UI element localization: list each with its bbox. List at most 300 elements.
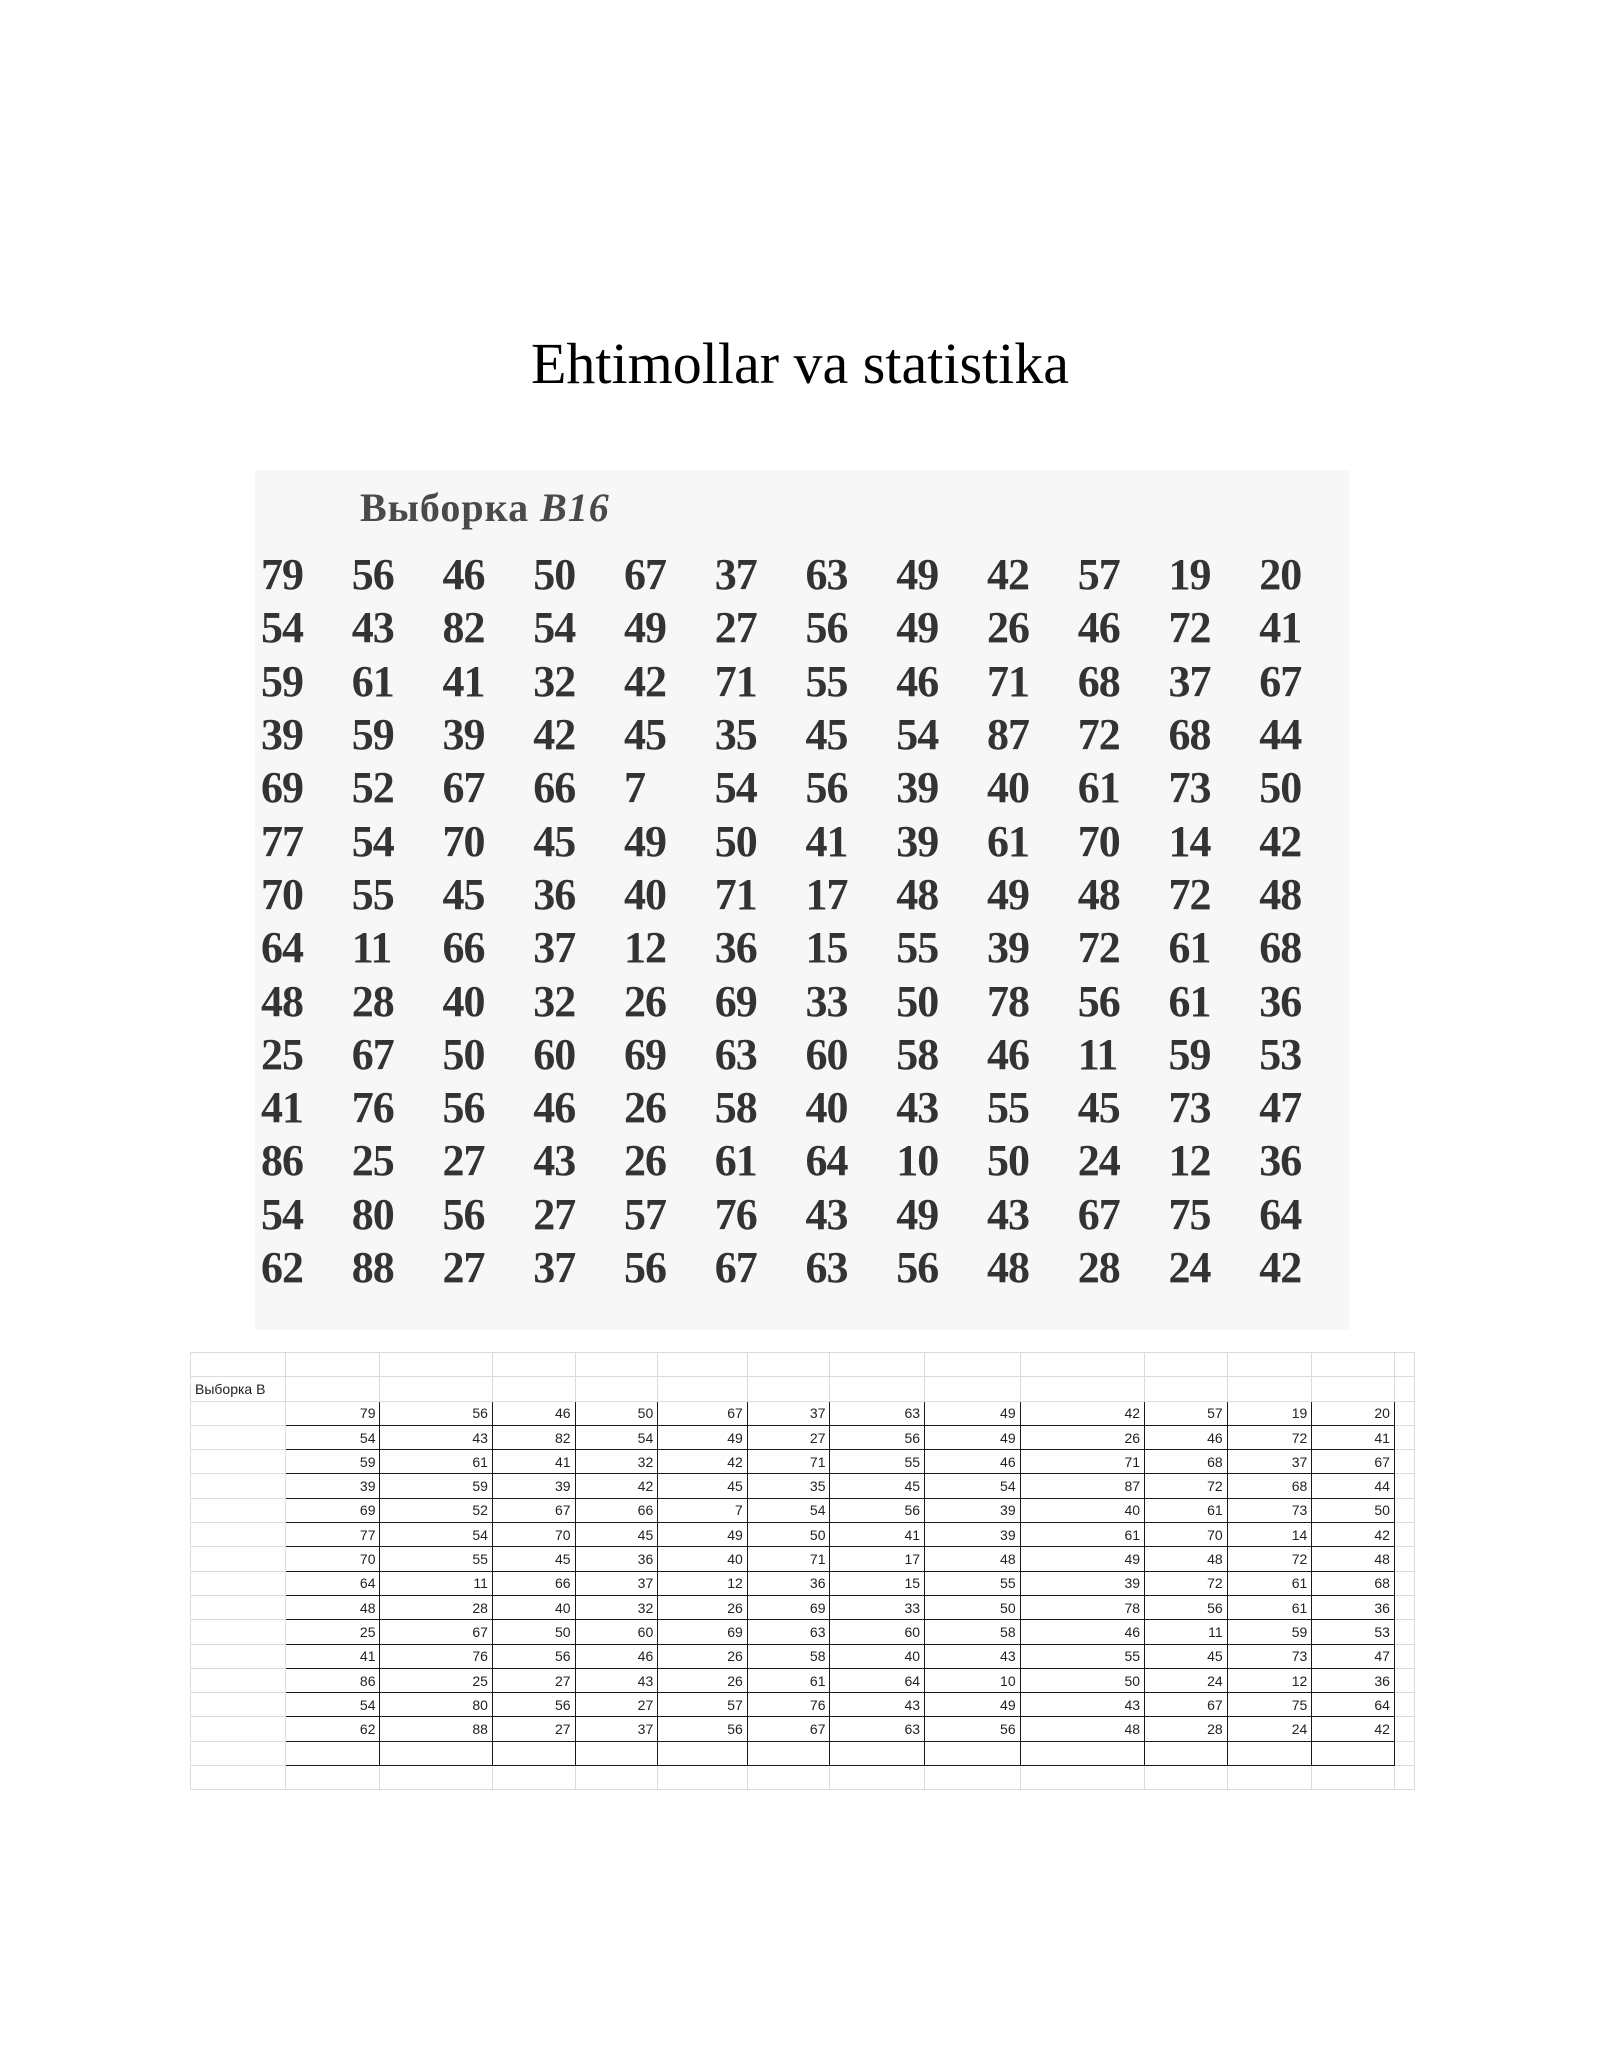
- sheet-data-cell[interactable]: 64: [1312, 1693, 1395, 1717]
- sheet-data-cell[interactable]: 24: [1145, 1668, 1228, 1692]
- sheet-cell[interactable]: [380, 1741, 492, 1765]
- sheet-cell[interactable]: [1145, 1741, 1228, 1765]
- sheet-data-cell[interactable]: 79: [285, 1401, 380, 1425]
- sheet-cell[interactable]: [1145, 1766, 1228, 1790]
- sheet-cell[interactable]: [285, 1377, 380, 1401]
- sheet-data-cell[interactable]: 69: [658, 1620, 748, 1644]
- sheet-data-cell[interactable]: 54: [925, 1474, 1021, 1498]
- sheet-data-cell[interactable]: 36: [747, 1571, 830, 1595]
- sheet-data-cell[interactable]: 39: [925, 1523, 1021, 1547]
- scan-cell: 46: [1077, 603, 1120, 653]
- scan-cell: 57: [624, 1189, 666, 1239]
- sheet-cell[interactable]: [191, 1595, 286, 1619]
- scan-row: [255, 921, 1350, 974]
- sheet-cell[interactable]: [747, 1377, 830, 1401]
- sheet-data-cell[interactable]: 37: [1227, 1450, 1312, 1474]
- sheet-cell[interactable]: [380, 1377, 492, 1401]
- sheet-data-cell[interactable]: 75: [1227, 1693, 1312, 1717]
- sheet-data-cell[interactable]: 40: [1020, 1498, 1144, 1522]
- sheet-cell[interactable]: [1020, 1741, 1144, 1765]
- sheet-data-cell[interactable]: 26: [658, 1595, 748, 1619]
- sheet-data-cell[interactable]: 48: [925, 1547, 1021, 1571]
- sheet-cell[interactable]: [1312, 1353, 1395, 1377]
- sheet-data-cell[interactable]: 68: [1227, 1474, 1312, 1498]
- sheet-data-cell[interactable]: 44: [1312, 1474, 1395, 1498]
- sheet-data-cell[interactable]: 70: [492, 1523, 575, 1547]
- sheet-data-cell[interactable]: 55: [925, 1571, 1021, 1595]
- sheet-data-cell[interactable]: 42: [658, 1450, 748, 1474]
- sheet-data-cell[interactable]: 49: [925, 1425, 1021, 1449]
- sheet-cell[interactable]: [1394, 1353, 1414, 1377]
- sheet-data-cell[interactable]: 72: [1145, 1474, 1228, 1498]
- sheet-cell[interactable]: [1145, 1377, 1228, 1401]
- scan-cell: 80: [351, 1189, 394, 1239]
- scan-cell: 55: [805, 656, 848, 706]
- scan-row: [255, 1241, 1350, 1294]
- sheet-data-cell[interactable]: 67: [747, 1717, 830, 1741]
- sheet-cell[interactable]: [575, 1377, 658, 1401]
- sheet-data-cell[interactable]: 37: [575, 1571, 658, 1595]
- sheet-data-cell[interactable]: 76: [747, 1693, 830, 1717]
- sheet-data-cell[interactable]: 61: [380, 1450, 492, 1474]
- sheet-data-cell[interactable]: 27: [747, 1425, 830, 1449]
- sheet-cell[interactable]: [285, 1766, 380, 1790]
- sheet-data-cell[interactable]: 42: [1312, 1717, 1395, 1741]
- sheet-data-cell[interactable]: 41: [285, 1644, 380, 1668]
- sheet-data-cell[interactable]: 56: [830, 1498, 925, 1522]
- scan-cell: 25: [351, 1136, 394, 1186]
- sheet-data-cell[interactable]: 50: [492, 1620, 575, 1644]
- sheet-data-cell[interactable]: 36: [1312, 1595, 1395, 1619]
- sheet-data-cell[interactable]: 11: [380, 1571, 492, 1595]
- sheet-data-cell[interactable]: 61: [1227, 1571, 1312, 1595]
- sheet-data-cell[interactable]: 49: [1020, 1547, 1144, 1571]
- spreadsheet-table: [190, 1352, 1415, 1790]
- sheet-data-cell[interactable]: 61: [1020, 1523, 1144, 1547]
- scan-cell: 41: [442, 656, 485, 706]
- sheet-data-cell[interactable]: 57: [1145, 1401, 1228, 1425]
- sheet-data-cell[interactable]: 50: [1312, 1498, 1395, 1522]
- sheet-data-cell[interactable]: 67: [1312, 1450, 1395, 1474]
- sheet-cell[interactable]: [658, 1766, 748, 1790]
- sheet-data-cell[interactable]: 12: [1227, 1668, 1312, 1692]
- sheet-data-cell[interactable]: 37: [575, 1717, 658, 1741]
- sheet-cell[interactable]: [830, 1377, 925, 1401]
- sheet-data-cell[interactable]: 45: [1145, 1644, 1228, 1668]
- sheet-data-cell[interactable]: 57: [658, 1693, 748, 1717]
- scan-cell: 36: [533, 869, 576, 919]
- sheet-data-cell[interactable]: 56: [1145, 1595, 1228, 1619]
- sheet-data-cell[interactable]: 25: [380, 1668, 492, 1692]
- sheet-data-cell[interactable]: 26: [658, 1668, 748, 1692]
- sheet-cell[interactable]: [380, 1766, 492, 1790]
- sheet-data-cell[interactable]: 43: [1020, 1693, 1144, 1717]
- sheet-data-cell[interactable]: 46: [575, 1644, 658, 1668]
- sheet-data-cell[interactable]: 39: [492, 1474, 575, 1498]
- scan-cell: 45: [1077, 1083, 1120, 1133]
- sheet-data-cell[interactable]: 72: [1145, 1571, 1228, 1595]
- sheet-cell[interactable]: [1227, 1353, 1312, 1377]
- sheet-data-row: [191, 1547, 1415, 1571]
- sheet-cell[interactable]: [191, 1571, 286, 1595]
- sheet-cell[interactable]: [925, 1766, 1021, 1790]
- sheet-data-cell[interactable]: 27: [492, 1668, 575, 1692]
- scan-cell: 54: [533, 603, 576, 653]
- scan-cell: 58: [896, 1029, 939, 1079]
- sheet-data-cell[interactable]: 67: [658, 1401, 748, 1425]
- scan-cell: 32: [533, 656, 576, 706]
- scan-cell: 54: [896, 710, 939, 760]
- sheet-cell[interactable]: [492, 1766, 575, 1790]
- sheet-data-cell[interactable]: 49: [925, 1693, 1021, 1717]
- sheet-data-cell[interactable]: 49: [658, 1425, 748, 1449]
- sheet-cell[interactable]: [1312, 1741, 1395, 1765]
- sheet-data-cell[interactable]: 50: [747, 1523, 830, 1547]
- sheet-cell[interactable]: [1394, 1741, 1414, 1765]
- sheet-cell[interactable]: [1145, 1353, 1228, 1377]
- sheet-cell[interactable]: [1394, 1644, 1414, 1668]
- sheet-empty-row: [191, 1741, 1415, 1765]
- sheet-data-cell[interactable]: 71: [1020, 1450, 1144, 1474]
- scan-cell: 35: [714, 710, 757, 760]
- scan-cell: 49: [896, 550, 939, 600]
- sheet-data-cell[interactable]: 39: [925, 1498, 1021, 1522]
- sheet-data-cell[interactable]: 32: [575, 1595, 658, 1619]
- sheet-cell[interactable]: [191, 1644, 286, 1668]
- scan-cell: 48: [261, 976, 303, 1026]
- sheet-data-cell[interactable]: 66: [575, 1498, 658, 1522]
- sheet-data-cell[interactable]: 56: [658, 1717, 748, 1741]
- sheet-data-cell[interactable]: 48: [1020, 1717, 1144, 1741]
- sheet-data-cell[interactable]: 49: [658, 1523, 748, 1547]
- sheet-data-cell[interactable]: 73: [1227, 1644, 1312, 1668]
- sheet-cell[interactable]: [191, 1401, 286, 1425]
- sheet-data-cell[interactable]: 63: [830, 1717, 925, 1741]
- sheet-data-cell[interactable]: 43: [380, 1425, 492, 1449]
- sheet-data-cell[interactable]: 64: [285, 1571, 380, 1595]
- sheet-cell[interactable]: [1394, 1425, 1414, 1449]
- sheet-data-cell[interactable]: 61: [747, 1668, 830, 1692]
- sheet-cell[interactable]: [830, 1766, 925, 1790]
- sheet-cell[interactable]: [1394, 1523, 1414, 1547]
- sheet-data-cell[interactable]: 43: [925, 1644, 1021, 1668]
- sheet-data-cell[interactable]: 48: [1312, 1547, 1395, 1571]
- sheet-cell[interactable]: [1394, 1620, 1414, 1644]
- sheet-cell[interactable]: [191, 1425, 286, 1449]
- sheet-data-cell[interactable]: 55: [830, 1450, 925, 1474]
- sheet-data-cell[interactable]: 41: [492, 1450, 575, 1474]
- sheet-data-cell[interactable]: 56: [830, 1425, 925, 1449]
- scan-cell: 24: [1168, 1243, 1211, 1292]
- sheet-cell[interactable]: [492, 1377, 575, 1401]
- sheet-data-cell[interactable]: 67: [492, 1498, 575, 1522]
- sheet-data-cell[interactable]: 63: [830, 1401, 925, 1425]
- scan-row: [255, 814, 1350, 867]
- sheet-data-cell[interactable]: 7: [658, 1498, 748, 1522]
- sheet-cell[interactable]: [925, 1377, 1021, 1401]
- sheet-data-cell[interactable]: 47: [1312, 1644, 1395, 1668]
- sheet-cell[interactable]: [1394, 1766, 1414, 1790]
- sheet-data-cell[interactable]: 20: [1312, 1401, 1395, 1425]
- sheet-data-cell[interactable]: 25: [285, 1620, 380, 1644]
- sheet-data-cell[interactable]: 10: [925, 1668, 1021, 1692]
- sheet-cell[interactable]: [925, 1353, 1021, 1377]
- scan-cell: 36: [1259, 1136, 1302, 1186]
- sheet-data-cell[interactable]: 63: [747, 1620, 830, 1644]
- sheet-data-cell[interactable]: 62: [285, 1717, 380, 1741]
- sheet-cell[interactable]: [575, 1766, 658, 1790]
- sheet-data-cell[interactable]: 27: [492, 1717, 575, 1741]
- sheet-data-cell[interactable]: 67: [1145, 1693, 1228, 1717]
- sheet-data-cell[interactable]: 50: [925, 1595, 1021, 1619]
- sheet-data-cell[interactable]: 50: [575, 1401, 658, 1425]
- sheet-data-cell[interactable]: 39: [285, 1474, 380, 1498]
- sheet-data-cell[interactable]: 42: [1020, 1401, 1144, 1425]
- sheet-cell[interactable]: [191, 1474, 286, 1498]
- sheet-cell[interactable]: [191, 1450, 286, 1474]
- sheet-data-cell[interactable]: 27: [575, 1693, 658, 1717]
- sheet-data-cell[interactable]: 72: [1227, 1547, 1312, 1571]
- sheet-cell[interactable]: [191, 1766, 286, 1790]
- scan-cell: 59: [1168, 1029, 1211, 1079]
- sheet-cell[interactable]: [1394, 1595, 1414, 1619]
- sheet-data-cell[interactable]: 33: [830, 1595, 925, 1619]
- scan-row: [255, 1081, 1350, 1134]
- sheet-data-cell[interactable]: 60: [830, 1620, 925, 1644]
- sheet-cell[interactable]: [1394, 1571, 1414, 1595]
- sheet-data-cell[interactable]: 54: [285, 1425, 380, 1449]
- sheet-cell[interactable]: [925, 1741, 1021, 1765]
- sheet-data-cell[interactable]: 54: [380, 1523, 492, 1547]
- sheet-data-cell[interactable]: 55: [1020, 1644, 1144, 1668]
- sheet-cell[interactable]: [380, 1353, 492, 1377]
- sheet-data-cell[interactable]: 69: [285, 1498, 380, 1522]
- sheet-data-cell[interactable]: 56: [492, 1644, 575, 1668]
- sheet-cell[interactable]: [1020, 1377, 1144, 1401]
- scan-cell: 49: [896, 1189, 939, 1239]
- scan-cell: 46: [987, 1029, 1029, 1079]
- sheet-cell[interactable]: [191, 1717, 286, 1741]
- sheet-data-cell[interactable]: 59: [285, 1450, 380, 1474]
- sheet-cell[interactable]: [191, 1620, 286, 1644]
- scan-cell: 50: [896, 976, 939, 1026]
- scan-cell: 11: [1077, 1029, 1118, 1079]
- sheet-data-cell[interactable]: 86: [285, 1668, 380, 1692]
- sheet-data-cell[interactable]: 59: [1227, 1620, 1312, 1644]
- sheet-data-cell[interactable]: 56: [380, 1401, 492, 1425]
- sheet-data-cell[interactable]: 59: [380, 1474, 492, 1498]
- sheet-cell[interactable]: [747, 1353, 830, 1377]
- sheet-data-cell[interactable]: 46: [492, 1401, 575, 1425]
- sheet-data-cell[interactable]: 54: [747, 1498, 830, 1522]
- scan-cell: 54: [714, 763, 757, 813]
- sheet-data-cell[interactable]: 41: [830, 1523, 925, 1547]
- sheet-cell[interactable]: [492, 1353, 575, 1377]
- sheet-label-cell[interactable]: Выборка В: [191, 1377, 286, 1401]
- sheet-data-cell[interactable]: 52: [380, 1498, 492, 1522]
- sheet-data-cell[interactable]: 45: [830, 1474, 925, 1498]
- sheet-cell[interactable]: [830, 1353, 925, 1377]
- sheet-data-cell[interactable]: 71: [747, 1547, 830, 1571]
- scan-cell: 48: [1077, 869, 1120, 919]
- sheet-cell[interactable]: [1020, 1766, 1144, 1790]
- sheet-data-cell[interactable]: 45: [658, 1474, 748, 1498]
- sheet-data-cell[interactable]: 54: [575, 1425, 658, 1449]
- sheet-data-cell[interactable]: 58: [925, 1620, 1021, 1644]
- sheet-data-cell[interactable]: 76: [380, 1644, 492, 1668]
- sheet-data-cell[interactable]: 60: [575, 1620, 658, 1644]
- sheet-data-cell[interactable]: 28: [1145, 1717, 1228, 1741]
- sheet-cell[interactable]: [191, 1498, 286, 1522]
- sheet-data-cell[interactable]: 58: [747, 1644, 830, 1668]
- sheet-data-cell[interactable]: 45: [492, 1547, 575, 1571]
- sheet-cell[interactable]: [492, 1741, 575, 1765]
- sheet-cell[interactable]: [658, 1741, 748, 1765]
- sheet-data-cell[interactable]: 77: [285, 1523, 380, 1547]
- sheet-data-cell[interactable]: 88: [380, 1717, 492, 1741]
- sheet-cell[interactable]: [191, 1523, 286, 1547]
- sheet-cell[interactable]: [830, 1741, 925, 1765]
- scan-row: [255, 548, 1350, 601]
- sheet-cell[interactable]: [285, 1353, 380, 1377]
- sheet-cell[interactable]: [575, 1353, 658, 1377]
- sheet-cell[interactable]: [191, 1668, 286, 1692]
- sheet-data-cell[interactable]: 17: [830, 1547, 925, 1571]
- sheet-cell[interactable]: [575, 1741, 658, 1765]
- scan-cell: 75: [1168, 1189, 1211, 1239]
- sheet-data-cell[interactable]: 43: [575, 1668, 658, 1692]
- sheet-cell[interactable]: [1394, 1547, 1414, 1571]
- sheet-cell[interactable]: [1394, 1668, 1414, 1692]
- sheet-data-cell[interactable]: 43: [830, 1693, 925, 1717]
- sheet-data-cell[interactable]: 12: [658, 1571, 748, 1595]
- sheet-data-cell[interactable]: 41: [1312, 1425, 1395, 1449]
- sheet-cell[interactable]: [1394, 1450, 1414, 1474]
- sheet-cell[interactable]: [747, 1741, 830, 1765]
- sheet-data-cell[interactable]: 26: [1020, 1425, 1144, 1449]
- sheet-data-cell[interactable]: 87: [1020, 1474, 1144, 1498]
- sheet-data-cell[interactable]: 26: [658, 1644, 748, 1668]
- sheet-data-cell[interactable]: 32: [575, 1450, 658, 1474]
- sheet-data-cell[interactable]: 46: [925, 1450, 1021, 1474]
- sheet-data-cell[interactable]: 67: [380, 1620, 492, 1644]
- sheet-cell[interactable]: [1227, 1377, 1312, 1401]
- sheet-data-cell[interactable]: 55: [380, 1547, 492, 1571]
- sheet-data-cell[interactable]: 35: [747, 1474, 830, 1498]
- sheet-data-cell[interactable]: 68: [1145, 1450, 1228, 1474]
- sheet-cell[interactable]: [1227, 1766, 1312, 1790]
- scan-cell: 49: [624, 603, 666, 653]
- sheet-data-cell[interactable]: 78: [1020, 1595, 1144, 1619]
- sheet-data-cell[interactable]: 50: [1020, 1668, 1144, 1692]
- sheet-data-cell[interactable]: 48: [1145, 1547, 1228, 1571]
- sheet-cell[interactable]: [1394, 1693, 1414, 1717]
- sheet-data-cell[interactable]: 46: [1145, 1425, 1228, 1449]
- scan-cell: 25: [261, 1029, 303, 1079]
- sheet-cell[interactable]: [658, 1353, 748, 1377]
- scan-cell: 56: [1077, 976, 1120, 1026]
- sheet-cell[interactable]: [1020, 1353, 1144, 1377]
- sheet-data-cell[interactable]: 80: [380, 1693, 492, 1717]
- scan-cell: 69: [714, 976, 757, 1026]
- sheet-cell[interactable]: [191, 1741, 286, 1765]
- sheet-cell[interactable]: [1394, 1377, 1414, 1401]
- sheet-data-cell[interactable]: 36: [575, 1547, 658, 1571]
- sheet-data-cell[interactable]: 11: [1145, 1620, 1228, 1644]
- sheet-cell[interactable]: [1312, 1377, 1395, 1401]
- sheet-cell[interactable]: [1312, 1766, 1395, 1790]
- scan-cell: 39: [261, 710, 303, 760]
- sheet-cell[interactable]: [1394, 1498, 1414, 1522]
- sheet-data-cell[interactable]: 69: [747, 1595, 830, 1619]
- sheet-data-cell[interactable]: 42: [575, 1474, 658, 1498]
- scan-cell: 62: [261, 1243, 303, 1292]
- sheet-data-cell[interactable]: 37: [747, 1401, 830, 1425]
- sheet-data-cell[interactable]: 14: [1227, 1523, 1312, 1547]
- sheet-cell[interactable]: [1394, 1401, 1414, 1425]
- sheet-data-cell[interactable]: 46: [1020, 1620, 1144, 1644]
- sheet-data-cell[interactable]: 28: [380, 1595, 492, 1619]
- sheet-cell[interactable]: [658, 1377, 748, 1401]
- sheet-data-cell[interactable]: 40: [658, 1547, 748, 1571]
- sheet-data-cell[interactable]: 42: [1312, 1523, 1395, 1547]
- sheet-data-cell[interactable]: 70: [285, 1547, 380, 1571]
- sheet-data-cell[interactable]: 56: [492, 1693, 575, 1717]
- scan-cell: 50: [1259, 763, 1302, 813]
- sheet-data-cell[interactable]: 24: [1227, 1717, 1312, 1741]
- sheet-cell[interactable]: [1227, 1741, 1312, 1765]
- sheet-cell[interactable]: [191, 1547, 286, 1571]
- sheet-data-cell[interactable]: 61: [1227, 1595, 1312, 1619]
- scan-cell: 44: [1259, 710, 1302, 760]
- sheet-data-cell[interactable]: 61: [1145, 1498, 1228, 1522]
- sheet-data-cell[interactable]: 49: [925, 1401, 1021, 1425]
- sheet-data-cell[interactable]: 45: [575, 1523, 658, 1547]
- sheet-cell[interactable]: [191, 1693, 286, 1717]
- sheet-cell[interactable]: [1394, 1717, 1414, 1741]
- sheet-data-cell[interactable]: 71: [747, 1450, 830, 1474]
- sheet-data-cell[interactable]: 39: [1020, 1571, 1144, 1595]
- sheet-data-cell[interactable]: 19: [1227, 1401, 1312, 1425]
- sheet-data-cell[interactable]: 73: [1227, 1498, 1312, 1522]
- scan-cell: 67: [442, 763, 485, 813]
- scan-cell: 66: [533, 763, 576, 813]
- sheet-data-cell[interactable]: 72: [1227, 1425, 1312, 1449]
- sheet-cell[interactable]: [747, 1766, 830, 1790]
- sheet-cell[interactable]: [285, 1741, 380, 1765]
- sheet-data-cell[interactable]: 64: [830, 1668, 925, 1692]
- sheet-data-row: [191, 1668, 1415, 1692]
- scan-cell: 76: [714, 1189, 757, 1239]
- sheet-cell[interactable]: [1394, 1474, 1414, 1498]
- scan-cell: 27: [714, 603, 757, 653]
- sheet-cell[interactable]: [191, 1353, 286, 1377]
- sheet-data-cell[interactable]: 40: [492, 1595, 575, 1619]
- sheet-data-cell[interactable]: 40: [830, 1644, 925, 1668]
- sheet-data-cell[interactable]: 53: [1312, 1620, 1395, 1644]
- sheet-data-cell[interactable]: 48: [285, 1595, 380, 1619]
- sheet-data-cell[interactable]: 56: [925, 1717, 1021, 1741]
- sheet-data-cell[interactable]: 15: [830, 1571, 925, 1595]
- sheet-data-cell[interactable]: 36: [1312, 1668, 1395, 1692]
- sheet-data-cell[interactable]: 82: [492, 1425, 575, 1449]
- scan-cell: 70: [261, 869, 303, 919]
- sheet-data-cell[interactable]: 54: [285, 1693, 380, 1717]
- sheet-data-cell[interactable]: 70: [1145, 1523, 1228, 1547]
- sheet-data-cell[interactable]: 66: [492, 1571, 575, 1595]
- scan-cell: 39: [896, 816, 939, 866]
- sheet-data-cell[interactable]: 68: [1312, 1571, 1395, 1595]
